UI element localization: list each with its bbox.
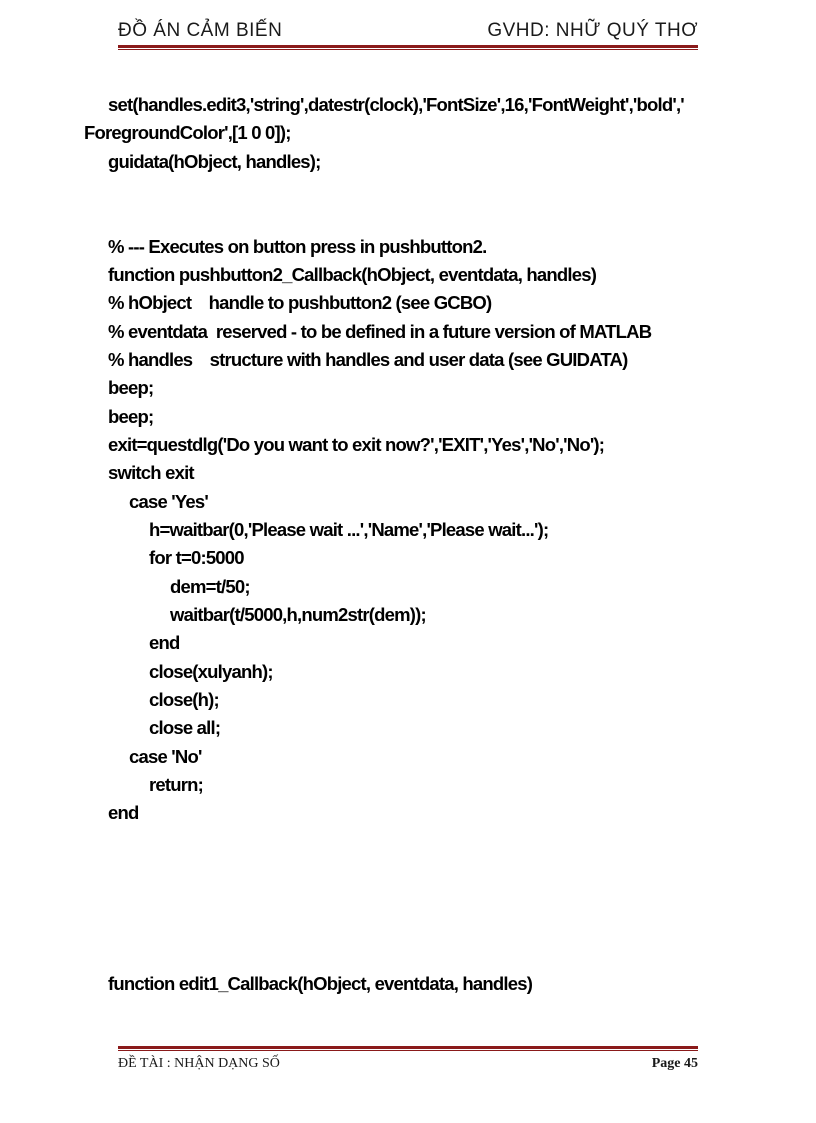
code-line: beep;: [108, 406, 154, 427]
code-line: waitbar(t/5000,h,num2str(dem));: [170, 604, 426, 625]
header-rule: [118, 45, 698, 50]
footer-topic: ĐỀ TÀI : NHẬN DẠNG SỐ: [118, 1056, 280, 1071]
code-line: ForegroundColor',[1 0 0]);: [84, 122, 291, 143]
code-line: % handles structure with handles and user data (see GUIDATA): [108, 349, 628, 370]
code-line: guidata(hObject, handles);: [108, 151, 321, 172]
code-line: function pushbutton2_Callback(hObject, eventdata, handles): [108, 264, 597, 285]
code-line: close(h);: [149, 689, 219, 710]
code-line: % hObject handle to pushbutton2 (see GCBO): [108, 292, 492, 313]
code-line: close all;: [149, 717, 221, 738]
code-line: case 'No': [129, 746, 202, 767]
code-line: exit=questdlg('Do you want to exit now?','EXIT','Yes','No','No');: [108, 434, 605, 455]
code-line: end: [149, 632, 180, 653]
code-line: switch exit: [108, 462, 194, 483]
code-line: % --- Executes on button press in pushbutton2.: [108, 236, 487, 257]
header-title: ĐỒ ÁN CẢM BIẾN: [118, 20, 283, 41]
code-line: return;: [149, 774, 204, 795]
code-line: h=waitbar(0,'Please wait ...','Name','Please wait...');: [149, 519, 549, 540]
code-line: beep;: [108, 377, 154, 398]
code-line: function edit1_Callback(hObject, eventdata, handles): [108, 973, 533, 994]
code-line: case 'Yes': [129, 491, 208, 512]
code-line: dem=t/50;: [170, 576, 250, 597]
code-line: % eventdata reserved - to be defined in a future version of MATLAB: [108, 321, 652, 342]
code-line: close(xulyanh);: [149, 661, 273, 682]
footer-rule: [118, 1046, 698, 1051]
code-line: end: [108, 802, 139, 823]
code-line: for t=0:5000: [149, 547, 244, 568]
header-advisor: GVHD: NHỮ QUÝ THƠ: [487, 20, 698, 41]
page-number: Page 45: [651, 1056, 698, 1071]
code-line: set(handles.edit3,'string',datestr(clock),'FontSize',16,'FontWeight','bold',': [108, 94, 684, 115]
